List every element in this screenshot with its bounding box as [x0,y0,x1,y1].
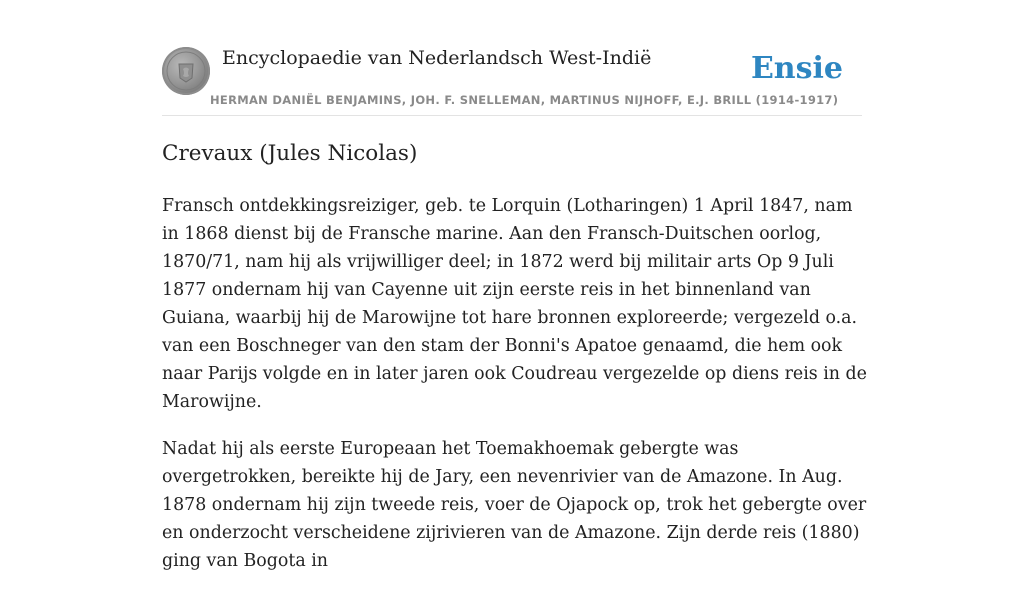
article-body [162,192,874,594]
authors-line: HERMAN DANIËL BENJAMINS, JOH. F. SNELLEMAN, MARTINUS NIJHOFF, E.J. BRILL (1914-1917) [210,93,839,107]
site-header [162,46,862,116]
ensie-logo[interactable]: Ensie [750,51,843,86]
article-paragraph: Fransch ontdekkingsreiziger, geb. te Lorquin (Lotharingen) 1 April 1847, nam in 1868 dienst bij de Fransche marine. Aan den Fransch-Duitschen oorlog, 1870/71, nam hij als vrijwilliger deel; in 1872 werd bij militair arts Op 9 Juli 1877 ondernam hij van Cayenne uit zijn eerste reis in het binnenland van Guiana, waarbij hij de Marowijne tot hare bronnen exploreerde; vergezeld o.a. van een Boschneger van den stam der Bonni's Apatoe genaamd, die hem ook naar Parijs volgde en in later jaren ook Coudreau vergezelde op diens reis in de Marowijne. [162,196,867,412]
entry-title: Crevaux (Jules Nicolas) [162,141,418,166]
book-title[interactable]: Encyclopaedie van Nederlandsch West-Indië [222,47,652,69]
coin-emblem-icon [162,47,210,95]
article-paragraph: Nadat hij als eerste Europeaan het Toemakhoemak gebergte was overgetrokken, bereikte hij de Jary, een nevenrivier van de Amazone. In Aug. 1878 ondernam hij zijn tweede reis, voer de Ojapock op, trok het gebergte over en onderzocht verscheidene zijrivieren van de Amazone. Zijn derde reis (1880) ging van Bogota in [162,439,867,571]
